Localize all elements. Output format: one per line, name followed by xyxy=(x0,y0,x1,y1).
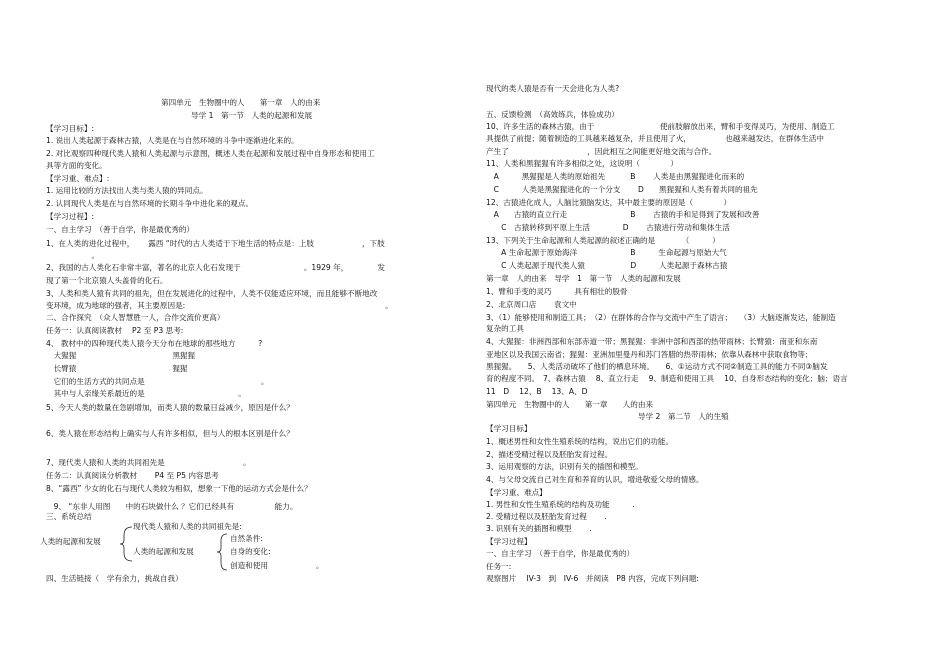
right-line: 13、下列关于生命起源和人类起源的叙述正确的是 （ ） xyxy=(486,236,720,245)
left-line: 二、合作探究 （众人智慧胜一人，合作交流价更高） xyxy=(46,313,225,322)
left-line: 1. 运用比较的方法找出人类与类人猿的异同点。 xyxy=(46,186,208,195)
summary-sub-3: 创造和使用 。 xyxy=(230,561,324,570)
right-line: 1. 男性和女性生殖系统的结构及功能 . xyxy=(486,500,635,509)
right-line: C 人类是黑猩猩进化的一个分支 D 黑猩猩和人类有着共同的祖先 xyxy=(486,185,758,194)
right-line: 现代的类人猿是否有一天会进化为人类? xyxy=(486,84,620,93)
left-line: 2、我国的古人类化石非常丰富，著名的北京人化石发现于 。1929 年， 发 xyxy=(46,263,385,272)
left-line: 3、人类和类人猿有共同的祖先，但在发展进化的过程中，人类不仅能适应环境，而且能够不断地改 xyxy=(46,289,378,298)
right-line: 【学习重、难点】 xyxy=(486,488,547,497)
left-line: 4、 教材中的四种现代类人猿今天分布在地球的那些地方 ? xyxy=(46,339,263,348)
right-line: 五、反馈检测 （高效练兵，体验成功） xyxy=(486,110,619,119)
left-line: 现了第一个北京猿人头盖骨的化石。 xyxy=(46,276,168,285)
summary-brace-inner xyxy=(217,533,229,571)
lesson-title: 导学 1 第一节 人类的起源和发展 xyxy=(191,111,313,120)
left-line: 【学习目标】: xyxy=(46,124,95,133)
right-line: 具提供了前提；随着制造的工具越来越复杂，并且使用了火， 也越来越发达，在群体生活中 xyxy=(486,134,824,143)
left-line: 一、自主学习 （善于自学，你是最优秀的） xyxy=(46,225,195,234)
summary-sub-2: 自身的变化: xyxy=(230,547,271,556)
left-line: 具等方面的变化。 xyxy=(46,161,107,170)
left-line: 它们的生活方式的共同点是 。 xyxy=(46,377,269,386)
right-line: 亚地区以及我国云南省；猩猩：亚洲加里曼丹和苏门答腊的热带雨林；依靠从森林中获取食物等； xyxy=(486,350,813,359)
right-line: 任务一: xyxy=(486,562,512,571)
left-line: 【学习重、难点】: xyxy=(46,174,110,183)
left-line: 1. 说出人类起源于森林古猿，人类是在与自然环境的斗争中逐渐进化来的。 xyxy=(46,136,299,145)
left-line: 【学习过程】: xyxy=(46,212,95,221)
left-line: 2. 认同现代人类是在与自然环境的长期斗争中进化来的观点。 xyxy=(46,199,254,208)
left-line: 其中与人亲缘关系最近的是 。 xyxy=(46,389,246,398)
right-line: 导学 2 第二节 人的生殖 xyxy=(486,412,729,421)
right-line: A 生命起源于原始海洋 B 生命起源与原始大气 xyxy=(486,248,727,257)
right-line: 3、运用观察的方法，识别有关的插图和模型。 xyxy=(486,462,643,471)
right-line: 2. 受精过程以及胚胎发育过程 . xyxy=(486,512,607,521)
right-line: 10、许多生活的森林古猿，由于 使前肢解放出来，臂和手变得灵巧，为使用、制造工 xyxy=(486,122,835,131)
right-line: 第四单元 生物圈中的人 第一章 人的由来 xyxy=(486,400,654,409)
right-line: 1、概述男性和女性生殖系统的结构，说出它们的功能。 xyxy=(486,437,674,446)
left-line: 任务一：认真阅读教材 P2 至 P3 思考: xyxy=(46,326,184,335)
right-line: 2、描述受精过程以及胚胎发育过程。 xyxy=(486,450,613,459)
left-line: 三、系统总结 xyxy=(46,512,92,521)
left-line: 。 xyxy=(46,251,100,260)
left-line: 8、“露西” 少女的化石与现代人类较为相似，想象一下他的运动方式会是什么？ xyxy=(46,484,312,493)
left-line: 5、今天人类的数量在急剧增加，而类人猿的数量日益减少，原因是什么？ xyxy=(46,403,294,412)
summary-root: 人类的起源和发展 xyxy=(40,537,101,546)
left-line: 6、类人猿在形态结构上确实与人有许多相似，但与人的根本区别是什么？ xyxy=(46,429,294,438)
right-line: 12、古猿进化成人，人脑比猿脑发达，其中最主要的原因是（ ） xyxy=(486,198,732,207)
right-line: 第一章 人的由来 导学 1 第一节 人类的起源和发展 xyxy=(486,274,681,283)
right-line: C 人类起源于现代类人猿 D 人类起源于森林古猿 xyxy=(486,261,728,270)
right-line: 4、大猩猩：非洲西部和东部赤道一带；黑猩猩：非洲中部和西部的热带雨林；长臂猿：南亚和东南 xyxy=(486,337,818,346)
right-line: A 黑猩猩是人类的原始祖先 B 人类是由黑猩猩进化而来的 xyxy=(486,172,745,181)
right-line: 11 D 12、B 13、A、D xyxy=(486,387,588,396)
right-line: 1、臂和手变的灵巧 具有相壮的股骨 xyxy=(486,287,628,296)
left-line: 大猩猩 黑猩猩 xyxy=(46,351,266,360)
right-line: 【学习过程】 xyxy=(486,537,532,546)
right-line: 3、（1）能够使用和制造工具； （2）在群体的合作与交流中产生了语言； （3）大脑逐渐发达，能制造 xyxy=(486,313,836,322)
right-line: 【学习目标】 xyxy=(486,424,532,433)
left-line: 9、 “东非人用图 中的石块做什么 ？它们已经具有 能力。 xyxy=(46,502,298,511)
right-line: C 古猿转移到平原上生活 D 古猿进行劳动和集体生活 xyxy=(486,223,730,232)
right-line: 2、北京周口店 袁文中 xyxy=(486,300,577,309)
summary-mid: 人类的起源和发展 xyxy=(133,547,194,556)
summary-top: 现代类人猿和人类的共同祖先是: xyxy=(133,522,242,531)
right-line: 一、自主学习 （善于自学，你是最优秀的） xyxy=(486,549,635,558)
right-line: A 古猿的直立行走 B 古猿的手和足得到了发展和改善 xyxy=(486,210,760,219)
right-line: 11、人类和黑猩猩有许多相似之处，这说明（ ） xyxy=(486,159,678,168)
right-line: 产生了 ，因此相互之间能更好地交流与合作。 xyxy=(486,147,717,156)
left-line: 任务二：认真阅读分析教材 P4 至 P5 内容思考 xyxy=(46,471,219,480)
right-line: 黑猩猩。 5、人类活动破坏了他们的栖息环境。 6、①运动方式不同②制造工具的能力不同③脑发 xyxy=(486,362,828,371)
right-line: 4、与父母交流自己对生育和养育的认识，增进敬爱父母的情感。 xyxy=(486,475,704,484)
right-line: 3. 识别有关的插图和模型 . xyxy=(486,524,592,533)
left-line: 长臂猿 猩猩 xyxy=(46,364,266,373)
summary-brace-outer xyxy=(120,526,134,562)
summary-sub-1: 自然条件: xyxy=(230,534,263,543)
left-line: 1、在人类的进化过程中， 露西 “时代的古人类适于下地生活的特点是：上肢 ，下肢 xyxy=(46,239,385,248)
left-line: 变环境，成为地球的强者，其主要原因是: 。 xyxy=(46,301,393,310)
right-line: 育的程度不同。 7、森林古猿 8、直立行走 9、制造和使用工具 10、自身形态结构的变化；脑；语言 xyxy=(486,374,848,383)
section-four-title: 四、生活链接（ 学有余力，挑战自我） xyxy=(46,574,183,583)
left-line: 7、现代类人猿和人类的共同祖先是 。 xyxy=(46,458,251,467)
right-line: 观察图片 IV-3 到 IV-6 并阅读 P8 内容，完成下列问题: xyxy=(486,574,699,583)
right-line: 复杂的工具 xyxy=(486,324,524,333)
left-line: 2. 对比观察四种现代类人猿和人类起源与示意图，概述人类在起源和发展过程中自身形态和使用工 xyxy=(46,149,375,158)
unit-title: 第四单元 生物圈中的人 第一章 人的由来 xyxy=(161,98,321,107)
